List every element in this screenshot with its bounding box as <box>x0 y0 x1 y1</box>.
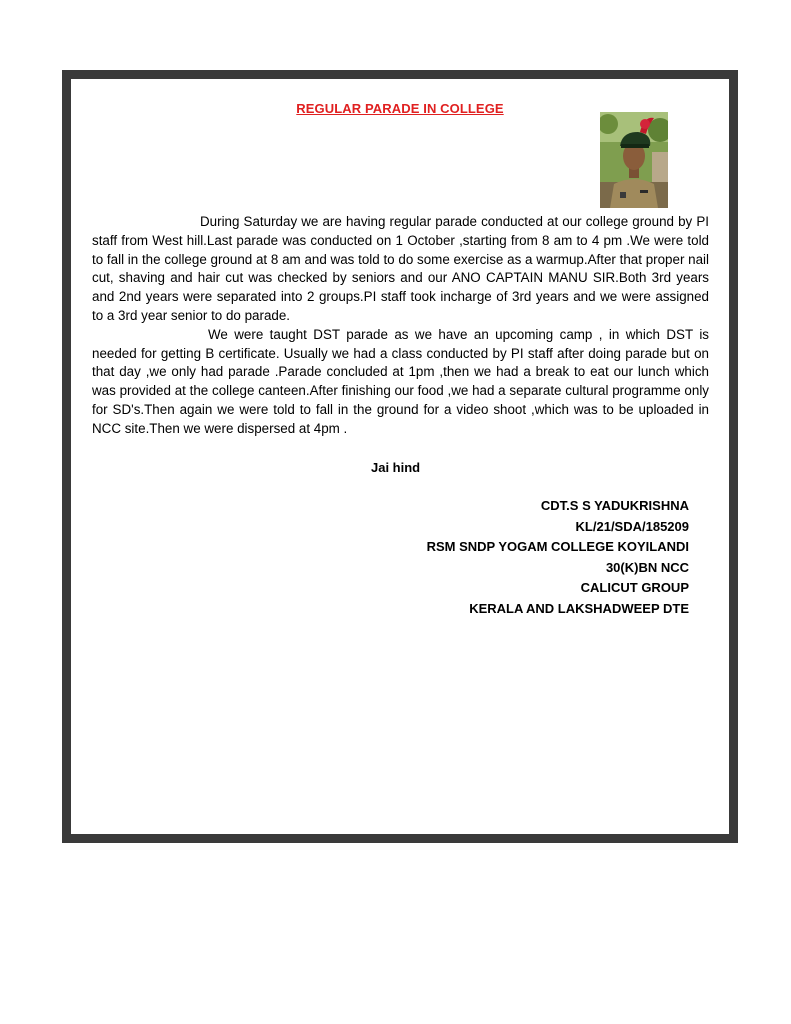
group-name: CALICUT GROUP <box>580 580 689 596</box>
page-frame <box>62 70 738 843</box>
paragraph-2: We were taught DST parade as we have an upcoming camp , in which DST is needed for getting B certificate. Usually we had a class conducted by PI staff after doing parade but on that day ,we only had parade .Parade concluded at 1pm ,then we had a break to eat our lunch which was provided at the college canteen.After finishing our food ,we had a separate cultural programme only for SD's.Then again we were told to fall in the ground for a video shoot ,which was to be uploaded in NCC site.Then we were dispersed at 4pm . <box>92 326 709 436</box>
closing-salutation: Jai hind <box>371 460 421 475</box>
college-name: RSM SNDP YOGAM COLLEGE KOYILANDI <box>426 539 689 555</box>
document-body <box>92 213 709 439</box>
paragraph-1: During Saturday we are having regular parade conducted at our college ground by PI staff from West hill.Last parade was conducted on 1 October ,starting from 8 am to 4 pm .We were told to fall in the college ground at 8 am and was told to do some exercise as a warmup.After that proper nail cut, shaving and hair cut was checked by seniors and our ANO CAPTAIN MANU SIR.Both 3rd years and 2nd years were separated into 2 groups.PI staff took incharge of 3rd years and we were assigned to a 3rd year senior to do parade. <box>92 214 709 323</box>
signature-block <box>427 496 689 620</box>
battalion-name: 30(K)BN NCC <box>605 559 689 575</box>
registration-number: KL/21/SDA/185209 <box>575 518 689 534</box>
cadet-photo <box>600 112 668 208</box>
directorate-name: KERALA AND LAKSHADWEEP DTE <box>469 600 689 616</box>
document-title: REGULAR PARADE IN COLLEGE <box>296 101 504 116</box>
cadet-portrait-image <box>600 112 668 208</box>
cadet-name: CDT.S S YADUKRISHNA <box>540 498 689 513</box>
